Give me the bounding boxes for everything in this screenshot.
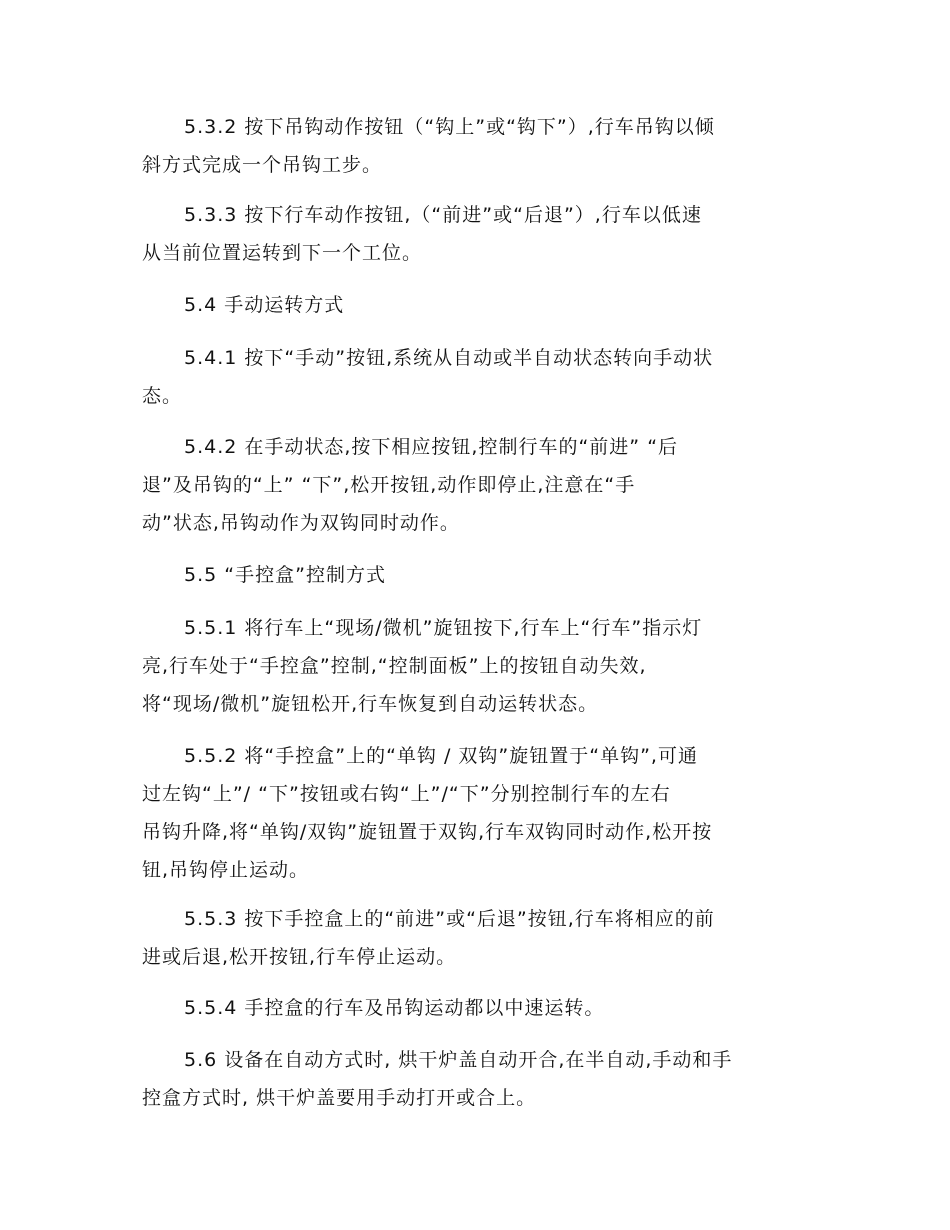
text-line: 动”状态,吊钩动作为双钩同时动作。: [142, 512, 460, 534]
text-line: 将“现场/微机”旋钮松开,行车恢复到自动运转状态。: [142, 693, 599, 715]
heading-5-5: [142, 556, 808, 594]
paragraph-5-4-1: [142, 339, 808, 415]
text-line: 态。: [142, 385, 183, 407]
text-line: 5.3.3 按下行车动作按钮,（“前进”或“后退”）,行车以低速: [184, 204, 702, 226]
paragraph-5-5-4: [142, 989, 808, 1027]
text-line: 5.4.1 按下“手动”按钮,系统从自动或半自动状态转向手动状: [184, 347, 714, 369]
text-line: 退”及吊钩的“上” “下”,松开按钮,动作即停止,注意在“手: [142, 474, 636, 496]
paragraph-5-3-2: [142, 108, 808, 184]
text-line: 钮,吊钩停止运动。: [142, 859, 310, 881]
paragraph-5-6: [142, 1041, 808, 1117]
paragraph-5-5-3: [142, 900, 808, 976]
text-line: 5.4 手动运转方式: [184, 294, 345, 316]
text-line: 5.5.1 将行车上“现场/微机”旋钮按下,行车上“行车”指示灯: [184, 617, 703, 639]
text-line: 控盒方式时, 烘干炉盖要用手动打开或合上。: [142, 1087, 537, 1109]
text-line: 从当前位置运转到下一个工位。: [142, 242, 423, 264]
text-line: 过左钩“上”/ “下”按钮或右钩“上”/“下”分别控制行车的左右: [142, 783, 671, 805]
text-line: 5.5.4 手控盒的行车及吊钩运动都以中速运转。: [184, 997, 605, 1019]
paragraph-5-4-2: [142, 428, 808, 542]
text-line: 5.4.2 在手动状态,按下相应按钮,控制行车的“前进” “后: [184, 436, 679, 458]
text-line: 吊钩升降,将“单钩/双钩”旋钮置于双钩,行车双钩同时动作,松开按: [142, 821, 713, 843]
paragraph-5-5-1: [142, 609, 808, 723]
paragraph-5-3-3: [142, 196, 808, 272]
heading-5-4: [142, 286, 808, 324]
text-line: 5.6 设备在自动方式时, 烘干炉盖自动开合,在半自动,手动和手: [184, 1049, 733, 1071]
text-line: 5.3.2 按下吊钩动作按钮（“钩上”或“钩下”）,行车吊钩以倾: [184, 116, 715, 138]
text-line: 5.5.3 按下手控盒上的“前进”或“后退”按钮,行车将相应的前: [184, 908, 715, 930]
paragraph-5-5-2: [142, 737, 808, 889]
text-line: 斜方式完成一个吊钩工步。: [142, 154, 383, 176]
text-line: 5.5.2 将“手控盒”上的“单钩 / 双钩”旋钮置于“单钩”,可通: [184, 745, 698, 767]
text-line: 亮,行车处于“手控盒”控制,“控制面板”上的按钮自动失效,: [142, 655, 647, 677]
text-line: 5.5 “手控盒”控制方式: [184, 564, 386, 586]
text-line: 进或后退,松开按钮,行车停止运动。: [142, 946, 457, 968]
